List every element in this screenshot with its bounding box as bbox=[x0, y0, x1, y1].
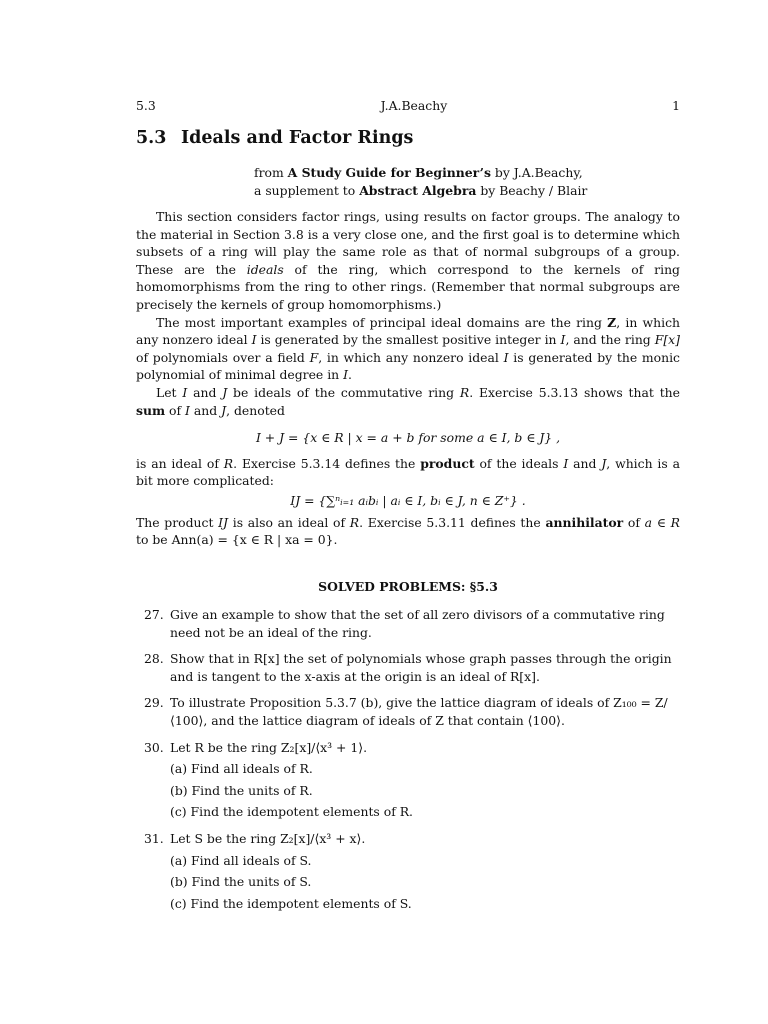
header-section: 5.3 bbox=[136, 98, 156, 113]
paragraph-intro: This section considers factor rings, using results on factor groups. The analogy to the material in Section 3.8 is a very close one, and the first goal is to determine which subsets of a ring will play the same role as that of normal subgroups of a group. These are the ideals of the ring, which correspond to the kernels of ring homomorphisms from the ring to other rings. (Remember that normal subgroups are precisely the kernels of group homomorphisms.) bbox=[136, 209, 680, 312]
problem-list bbox=[136, 606, 680, 921]
solved-problems-heading: SOLVED PROBLEMS: §5.3 bbox=[318, 579, 498, 594]
header-author: J.A.Beachy bbox=[380, 98, 448, 113]
problem-number: 27. bbox=[144, 607, 164, 622]
paragraph-annihilator: The product IJ is also an ideal of R. Exercise 5.3.11 defines the annihilator of a ∈ R to be Ann(a) = {x ∈ R | xa = 0}. bbox=[136, 514, 680, 548]
problem-text: Show that in R[x] the set of polynomials whose graph passes through the origin and is tangent to the x-axis at the origin is an ideal of R[x]. bbox=[170, 651, 672, 684]
problem-part: (a) Find all ideals of S. bbox=[170, 852, 312, 868]
problem-part: (b) Find the units of R. bbox=[170, 782, 313, 798]
problem-number: 29. bbox=[144, 695, 164, 711]
problem-text: Let S be the ring Z₂[x]/⟨x³ + x⟩. bbox=[170, 830, 366, 846]
problem-29 bbox=[136, 694, 680, 729]
section-number: 5.3 bbox=[136, 128, 167, 148]
running-header bbox=[136, 97, 680, 115]
problem-parts bbox=[170, 852, 680, 913]
problem-number: 30. bbox=[144, 739, 164, 755]
paragraph-pid: The most important examples of principal ideal domains are the ring Z, in which any nonzero ideal I is generated by the smallest positive integer in I, and the ring F[x] of polynomials over a field F, in which any nonzero ideal I is generated by the monic polynomial of minimal degree in I. bbox=[136, 314, 681, 383]
problem-part: (c) Find the idempotent elements of R. bbox=[170, 804, 413, 820]
problem-parts bbox=[170, 760, 680, 821]
problem-text: Give an example to show that the set of all zero divisors of a commutative ring need not be an ideal of the ring. bbox=[170, 607, 665, 640]
paragraph-sum: Let I and J be ideals of the commutative ring R. Exercise 5.3.13 shows that the sum of I and J, denoted bbox=[136, 384, 680, 418]
equation-sum: I + J = {x ∈ R | x = a + b for some a ∈ I, b ∈ J} , bbox=[255, 430, 561, 446]
problem-number: 28. bbox=[144, 651, 164, 667]
paragraph-product: is an ideal of R. Exercise 5.3.14 defines the product of the ideals I and J, which is a bit more complicated: bbox=[136, 455, 680, 489]
header-page-number: 1 bbox=[672, 98, 680, 113]
body-text bbox=[136, 208, 680, 549]
subtitle bbox=[254, 164, 674, 200]
problem-part: (c) Find the idempotent elements of S. bbox=[170, 895, 412, 911]
problem-28 bbox=[136, 650, 680, 685]
problem-31 bbox=[136, 830, 680, 912]
problem-part: (b) Find the units of S. bbox=[170, 874, 312, 890]
problem-30 bbox=[136, 739, 680, 821]
section-title-text: Ideals and Factor Rings bbox=[181, 128, 414, 148]
problem-number: 31. bbox=[144, 830, 164, 846]
problem-text: Let R be the ring Z₂[x]/⟨x³ + 1⟩. bbox=[170, 739, 368, 755]
section-title bbox=[136, 130, 413, 148]
problem-27 bbox=[136, 606, 680, 641]
subtitle-line-2: a supplement to Abstract Algebra by Beachy / Blair bbox=[254, 183, 588, 198]
problem-part: (a) Find all ideals of R. bbox=[170, 761, 313, 777]
subtitle-line-1: from A Study Guide for Beginner’s by J.A.Beachy, bbox=[254, 165, 583, 180]
problem-text: To illustrate Proposition 5.3.7 (b), give the lattice diagram of ideals of Z₁₀₀ = Z/⟨100⟩, and the lattice diagram of ideals of Z that contain ⟨100⟩. bbox=[170, 695, 668, 728]
equation-product: IJ = {∑ⁿᵢ₌₁ aᵢbᵢ | aᵢ ∈ I, bᵢ ∈ J, n ∈ Z⁺} . bbox=[290, 492, 526, 508]
